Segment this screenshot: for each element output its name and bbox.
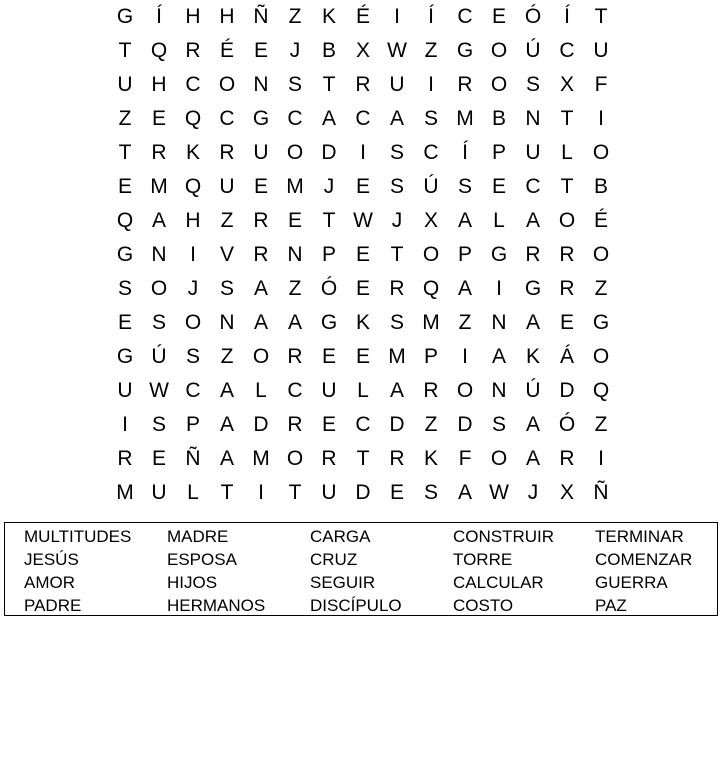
grid-cell[interactable]: G [116, 243, 134, 266]
grid-cell[interactable]: L [255, 379, 267, 402]
grid-cell[interactable]: K [355, 311, 370, 334]
grid-cell[interactable]: O [422, 243, 440, 266]
grid-cell[interactable]: S [491, 413, 506, 436]
grid-cell[interactable]: S [117, 277, 132, 300]
grid-cell[interactable]: W [489, 481, 509, 504]
grid-cell[interactable]: G [320, 311, 338, 334]
grid-cell[interactable]: R [117, 447, 133, 470]
grid-cell[interactable]: R [559, 277, 575, 300]
grid-cell[interactable]: A [253, 277, 268, 300]
grid-cell[interactable]: N [287, 243, 303, 266]
grid-cell[interactable]: C [219, 107, 235, 130]
grid-cell[interactable]: U [151, 481, 167, 504]
grid-cell[interactable]: S [287, 73, 302, 96]
grid-cell[interactable]: U [525, 141, 541, 164]
grid-cell[interactable]: A [457, 481, 472, 504]
grid-cell[interactable]: P [423, 345, 438, 368]
grid-cell[interactable]: T [356, 447, 370, 470]
grid-cell[interactable]: S [389, 141, 404, 164]
grid-cell[interactable]: N [151, 243, 167, 266]
grid-cell[interactable]: Z [424, 413, 438, 436]
grid-cell[interactable]: C [423, 141, 439, 164]
grid-cell[interactable]: Q [422, 277, 440, 300]
grid-cell[interactable]: I [258, 481, 264, 504]
grid-cell[interactable]: D [253, 413, 269, 436]
grid-cell[interactable]: A [389, 379, 404, 402]
grid-cell[interactable]: R [525, 243, 541, 266]
grid-cell[interactable]: O [252, 345, 270, 368]
grid-cell[interactable]: Í [156, 5, 162, 28]
grid-cell[interactable]: G [456, 39, 474, 62]
grid-cell[interactable]: R [219, 141, 235, 164]
grid-cell[interactable]: E [151, 107, 166, 130]
grid-cell[interactable]: Ú [525, 39, 541, 62]
grid-cell[interactable]: G [524, 277, 542, 300]
grid-cell[interactable]: A [525, 413, 540, 436]
grid-cell[interactable]: O [184, 311, 202, 334]
grid-cell[interactable]: S [219, 277, 234, 300]
grid-cell[interactable]: T [560, 107, 574, 130]
grid-cell[interactable]: C [185, 379, 201, 402]
grid-cell[interactable]: E [355, 175, 370, 198]
grid-cell[interactable]: O [592, 243, 610, 266]
grid-row [108, 170, 618, 204]
grid-cell[interactable]: I [394, 5, 400, 28]
grid-cell[interactable]: S [525, 73, 540, 96]
word-list-column [167, 525, 265, 617]
grid-cell[interactable]: R [287, 345, 303, 368]
grid-cell[interactable]: D [389, 413, 405, 436]
word-list-column [453, 525, 554, 617]
grid-cell[interactable]: M [150, 175, 168, 198]
grid-cell[interactable]: L [187, 481, 199, 504]
grid-cell[interactable]: X [423, 209, 438, 232]
grid-cell[interactable]: S [151, 413, 166, 436]
grid-cell[interactable]: R [287, 413, 303, 436]
grid-cell[interactable]: O [592, 345, 610, 368]
grid-cell[interactable]: É [219, 39, 234, 62]
grid-cell[interactable]: X [559, 73, 574, 96]
grid-cell[interactable]: L [357, 379, 369, 402]
grid-cell[interactable]: R [389, 277, 405, 300]
grid-cell[interactable]: E [355, 243, 370, 266]
grid-cell[interactable]: C [355, 107, 371, 130]
grid-cell[interactable]: I [598, 107, 604, 130]
grid-cell[interactable]: Q [150, 39, 168, 62]
grid-cell[interactable]: G [592, 311, 610, 334]
grid-cell[interactable]: Ú [525, 379, 541, 402]
word-list-item: CALCULAR [453, 573, 544, 592]
grid-cell[interactable]: Ñ [593, 481, 609, 504]
grid-cell[interactable]: Z [118, 107, 132, 130]
grid-cell[interactable]: G [252, 107, 270, 130]
grid-cell[interactable]: B [321, 39, 336, 62]
grid-cell[interactable]: J [527, 481, 539, 504]
grid-cell[interactable]: O [592, 141, 610, 164]
grid-cell[interactable]: T [220, 481, 234, 504]
grid-cell[interactable]: Z [424, 39, 438, 62]
grid-row [108, 408, 618, 442]
grid-cell[interactable]: Ú [423, 175, 439, 198]
word-list-column [595, 525, 692, 617]
grid-cell[interactable]: U [593, 39, 609, 62]
word-list-item: COSTO [453, 596, 514, 615]
grid-row [108, 272, 618, 306]
grid-cell[interactable]: R [559, 447, 575, 470]
grid-cell[interactable]: R [355, 73, 371, 96]
grid-cell[interactable]: U [321, 481, 337, 504]
grid-cell[interactable]: U [389, 73, 405, 96]
grid-row [108, 34, 618, 68]
grid-cell[interactable]: U [117, 73, 133, 96]
word-list [4, 522, 718, 616]
grid-cell[interactable]: T [322, 73, 336, 96]
grid-cell[interactable]: T [322, 209, 336, 232]
grid-cell[interactable]: I [462, 345, 468, 368]
grid-cell[interactable]: H [185, 209, 201, 232]
grid-cell[interactable]: H [219, 5, 235, 28]
grid-cell[interactable]: M [252, 447, 270, 470]
grid-cell[interactable]: L [561, 141, 573, 164]
word-list-item: DISCÍPULO [310, 596, 402, 615]
grid-cell[interactable]: A [219, 447, 234, 470]
grid-cell[interactable]: E [389, 481, 404, 504]
grid-cell[interactable]: Ú [151, 345, 167, 368]
grid-cell[interactable]: C [525, 175, 541, 198]
grid-cell[interactable]: L [493, 209, 505, 232]
grid-cell[interactable]: D [559, 379, 575, 402]
grid-cell[interactable]: Ñ [253, 5, 269, 28]
grid-cell[interactable]: M [388, 345, 406, 368]
grid-cell[interactable]: E [117, 175, 132, 198]
grid-row [108, 442, 618, 476]
grid-cell[interactable]: R [253, 243, 269, 266]
word-list-item: PADRE [24, 596, 82, 615]
grid-row [108, 204, 618, 238]
grid-cell[interactable]: I [598, 447, 604, 470]
grid-cell[interactable]: P [321, 243, 336, 266]
word-list-item: TERMINAR [595, 527, 684, 546]
grid-cell[interactable]: Ó [558, 413, 576, 436]
word-list-item: PAZ [595, 596, 627, 615]
grid-cell[interactable]: Z [288, 5, 302, 28]
word-list-item: AMOR [24, 573, 75, 592]
grid-cell[interactable]: N [491, 379, 507, 402]
grid-row [108, 102, 618, 136]
grid-cell[interactable]: A [491, 345, 506, 368]
word-list-item: CONSTRUIR [453, 527, 555, 546]
word-list-item: CARGA [310, 527, 371, 546]
grid-cell[interactable]: R [559, 243, 575, 266]
grid-cell[interactable]: S [185, 345, 200, 368]
grid-cell[interactable]: T [118, 141, 132, 164]
grid-cell[interactable]: C [185, 73, 201, 96]
grid-cell[interactable]: G [116, 5, 134, 28]
grid-cell[interactable]: A [525, 311, 540, 334]
grid-cell[interactable]: K [525, 345, 540, 368]
grid-cell[interactable]: T [288, 481, 302, 504]
grid-cell[interactable]: H [151, 73, 167, 96]
grid-cell[interactable]: A [151, 209, 166, 232]
grid-cell[interactable]: W [353, 209, 373, 232]
grid-cell[interactable]: I [428, 73, 434, 96]
grid-cell[interactable]: O [490, 73, 508, 96]
grid-cell[interactable]: É [355, 5, 370, 28]
grid-cell[interactable]: M [456, 107, 474, 130]
grid-cell[interactable]: T [118, 39, 132, 62]
grid-cell[interactable]: O [286, 141, 304, 164]
grid-cell[interactable]: W [387, 39, 407, 62]
grid-cell[interactable]: O [150, 277, 168, 300]
grid-cell[interactable]: A [219, 379, 234, 402]
grid-cell[interactable]: A [389, 107, 404, 130]
grid-cell[interactable]: Q [184, 175, 202, 198]
grid-cell[interactable]: K [423, 447, 438, 470]
grid-cell[interactable]: O [490, 447, 508, 470]
grid-cell[interactable]: G [116, 345, 134, 368]
word-list-item: JESÚS [24, 550, 79, 569]
grid-cell[interactable]: O [456, 379, 474, 402]
grid-cell[interactable]: H [185, 5, 201, 28]
grid-row [108, 374, 618, 408]
grid-cell[interactable]: E [355, 345, 370, 368]
grid-cell[interactable]: J [391, 209, 403, 232]
grid-cell[interactable]: O [558, 209, 576, 232]
grid-cell[interactable]: E [117, 311, 132, 334]
grid-cell[interactable]: Z [594, 277, 608, 300]
grid-cell[interactable]: P [185, 413, 200, 436]
grid-cell[interactable]: R [423, 379, 439, 402]
grid-cell[interactable]: P [491, 141, 506, 164]
word-list-item: MADRE [167, 527, 229, 546]
grid-cell[interactable]: U [321, 379, 337, 402]
grid-cell[interactable]: M [116, 481, 134, 504]
grid-cell[interactable]: P [457, 243, 472, 266]
grid-cell[interactable]: D [321, 141, 337, 164]
grid-cell[interactable]: Q [184, 107, 202, 130]
grid-cell[interactable]: E [151, 447, 166, 470]
word-list-item: ESPOSA [167, 550, 237, 569]
grid-row [108, 68, 618, 102]
grid-cell[interactable]: J [289, 39, 301, 62]
word-list-item: SEGUIR [310, 573, 376, 592]
grid-cell[interactable]: E [321, 413, 336, 436]
grid-cell[interactable]: E [491, 175, 506, 198]
grid-cell[interactable]: A [457, 277, 472, 300]
grid-cell[interactable]: C [457, 5, 473, 28]
grid-cell[interactable]: S [423, 481, 438, 504]
grid-cell[interactable]: Ñ [185, 447, 201, 470]
grid-cell[interactable]: Z [220, 209, 234, 232]
grid-cell[interactable]: C [287, 379, 303, 402]
grid-cell[interactable]: C [355, 413, 371, 436]
grid-cell[interactable]: Á [559, 345, 574, 368]
grid-cell[interactable]: E [253, 175, 268, 198]
grid-cell[interactable]: É [593, 209, 608, 232]
grid-cell[interactable]: E [559, 311, 574, 334]
grid-cell[interactable]: C [287, 107, 303, 130]
grid-cell[interactable]: Q [592, 379, 610, 402]
grid-cell[interactable]: X [355, 39, 370, 62]
grid-cell[interactable]: T [594, 5, 608, 28]
grid-cell[interactable]: N [219, 311, 235, 334]
grid-cell[interactable]: S [423, 107, 438, 130]
grid-cell[interactable]: A [525, 209, 540, 232]
grid-cell[interactable]: E [491, 5, 506, 28]
grid-cell[interactable]: U [219, 175, 235, 198]
grid-cell[interactable]: S [151, 311, 166, 334]
grid-cell[interactable]: B [491, 107, 506, 130]
grid-cell[interactable]: Í [462, 141, 468, 164]
grid-cell[interactable]: S [389, 311, 404, 334]
grid-cell[interactable]: E [253, 39, 268, 62]
grid-cell[interactable]: O [218, 73, 236, 96]
grid-cell[interactable]: D [457, 413, 473, 436]
grid-cell[interactable]: O [286, 447, 304, 470]
grid-row [108, 136, 618, 170]
grid-cell[interactable]: Í [564, 5, 570, 28]
grid-cell[interactable]: O [490, 39, 508, 62]
grid-cell[interactable]: M [422, 311, 440, 334]
grid-cell[interactable]: Z [458, 311, 472, 334]
grid-cell[interactable]: T [560, 175, 574, 198]
grid-row [108, 306, 618, 340]
grid-cell[interactable]: W [149, 379, 169, 402]
grid-cell[interactable]: R [457, 73, 473, 96]
grid-cell[interactable]: A [525, 447, 540, 470]
grid-cell[interactable]: I [496, 277, 502, 300]
grid-cell[interactable]: Ó [320, 277, 338, 300]
grid-cell[interactable]: Z [288, 277, 302, 300]
grid-cell[interactable]: A [219, 413, 234, 436]
grid-row [108, 0, 618, 34]
grid-cell[interactable]: R [151, 141, 167, 164]
grid-row [108, 238, 618, 272]
word-list-item: CRUZ [310, 550, 358, 569]
grid-cell[interactable]: K [321, 5, 336, 28]
grid-cell[interactable]: N [491, 311, 507, 334]
grid-row [108, 340, 618, 374]
grid-cell[interactable]: U [253, 141, 269, 164]
grid-row [108, 476, 618, 510]
letter-grid [108, 0, 618, 510]
grid-cell[interactable]: Í [428, 5, 434, 28]
grid-cell[interactable]: I [360, 141, 366, 164]
grid-cell[interactable]: B [593, 175, 608, 198]
grid-cell[interactable]: E [287, 209, 302, 232]
grid-cell[interactable]: J [187, 277, 199, 300]
grid-cell[interactable]: I [122, 413, 128, 436]
grid-cell[interactable]: D [355, 481, 371, 504]
grid-cell[interactable]: R [253, 209, 269, 232]
grid-cell[interactable]: A [253, 311, 268, 334]
grid-cell[interactable]: G [490, 243, 508, 266]
grid-cell[interactable]: C [559, 39, 575, 62]
grid-cell[interactable]: R [389, 447, 405, 470]
grid-cell[interactable]: J [323, 175, 335, 198]
grid-cell[interactable]: N [525, 107, 541, 130]
grid-cell[interactable]: F [594, 73, 608, 96]
grid-cell[interactable]: N [253, 73, 269, 96]
grid-cell[interactable]: Ó [524, 5, 542, 28]
grid-cell[interactable]: M [286, 175, 304, 198]
grid-cell[interactable]: Z [594, 413, 608, 436]
grid-cell[interactable]: E [321, 345, 336, 368]
grid-cell[interactable]: A [321, 107, 336, 130]
grid-cell[interactable]: K [185, 141, 200, 164]
grid-cell[interactable]: T [390, 243, 404, 266]
grid-cell[interactable]: I [190, 243, 196, 266]
word-list-column [310, 525, 402, 617]
grid-cell[interactable]: Q [116, 209, 134, 232]
word-list-item: TORRE [453, 550, 513, 569]
grid-cell[interactable]: A [287, 311, 302, 334]
word-list-item: MULTITUDES [24, 527, 132, 546]
word-list-item: GUERRA [595, 573, 668, 592]
grid-cell[interactable]: E [355, 277, 370, 300]
grid-cell[interactable]: F [458, 447, 472, 470]
grid-cell[interactable]: S [457, 175, 472, 198]
grid-cell[interactable]: X [559, 481, 574, 504]
grid-cell[interactable]: A [457, 209, 472, 232]
grid-cell[interactable]: Z [220, 345, 234, 368]
word-list-item: HERMANOS [167, 596, 266, 615]
word-list-item: COMENZAR [595, 550, 693, 569]
grid-cell[interactable]: R [321, 447, 337, 470]
grid-cell[interactable]: V [219, 243, 234, 266]
word-list-column [24, 525, 131, 617]
grid-cell[interactable]: R [185, 39, 201, 62]
grid-cell[interactable]: S [389, 175, 404, 198]
word-list-item: HIJOS [167, 573, 218, 592]
grid-cell[interactable]: U [117, 379, 133, 402]
